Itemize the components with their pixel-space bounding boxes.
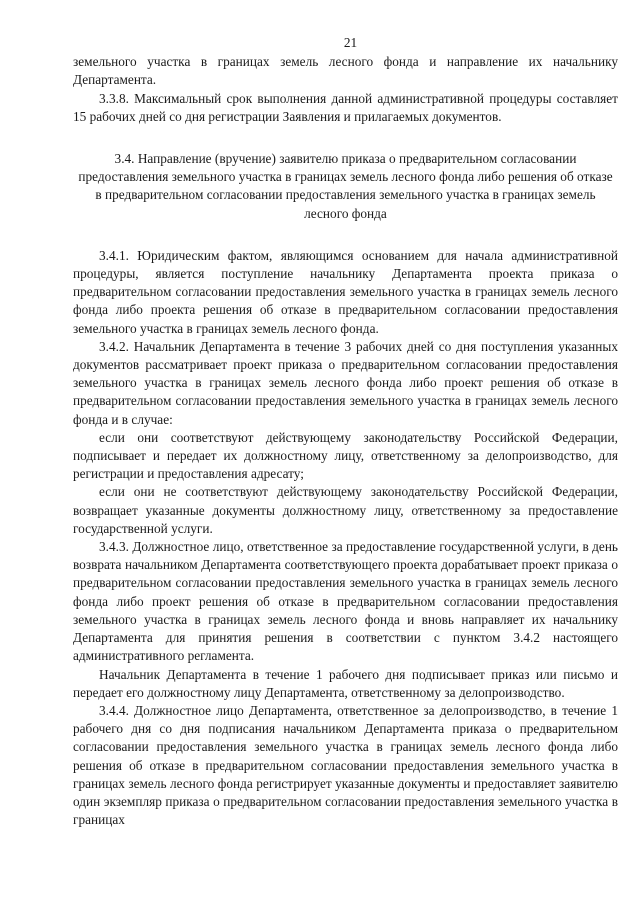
paragraph-head-signs: Начальник Департамента в течение 1 рабочего дня подписывает приказ или письмо и передает его должностному лицу Департамента, ответственному за делопроизводство. [73, 666, 618, 700]
paragraph-3-4-3: 3.4.3. Должностное лицо, ответственное за предоставление государственной услуги, в день возврата начальником Департамента соответствующего проекта дорабатывает проект приказа о предварительном согласовании предоставления земельного участка в границах земель лесного фонда либо проект решения об отказе в предварительном согласовании предоставления земельного участка в границах земель лесного фонда и вновь направляет их начальнику Департамента для принятия решения в соответствии с пунктом 3.4.2 настоящего административного регламента. [73, 539, 618, 664]
paragraph-3-4-2: 3.4.2. Начальник Департамента в течение 3 рабочих дней со дня поступления указанных документов рассматривает проект приказа о предварительном согласовании предоставления земельного участка в границах земель лесного фонда либо проект решения об отказе в предварительном согласовании предоставления земельного участка в границах земель лесного фонда и в случае: [73, 338, 618, 427]
section-heading-3-4: 3.4. Направление (вручение) заявителю приказа о предварительном согласовании предоставления земельного участка в границах земель лесного фонда либо решения об отказе в предварительном согласовании предоставления земельного участка в границах земель лесного фонда [78, 151, 613, 221]
list-item-compliant: если они соответствуют действующему законодательству Российской Федерации, подписывает и передает их должностному лицу, ответственному за делопроизводство, для регистрации и предоставления адресату; [73, 429, 618, 482]
paragraph-3-3-8: 3.3.8. Максимальный срок выполнения данной административной процедуры составляет 15 рабочих дней со дня регистрации Заявления и прилагаемых документов. [73, 90, 618, 124]
paragraph-3-4-1: 3.4.1. Юридическим фактом, являющимся основанием для начала административной процедуры, является поступление начальнику Департамента проекта приказа о предварительном согласовании предоставления земельного участка в границах земель лесного фонда либо проекта решения об отказе в предварительном согласовании предоставления земельного участка в границах земель лесного фонда. [73, 247, 618, 336]
paragraph-3-4-4: 3.4.4. Должностное лицо Департамента, ответственное за делопроизводство, в течение 1 рабочего дня со дня подписания начальником Департамента приказа о предварительном согласовании предоставления земельного участка в границах земель лесного фонда либо решения об отказе в предварительном согласовании предоставления земельного участка в границах земель лесного фонда регистрирует указанные документы и предоставляет заявителю один экземпляр приказа о предварительном согласовании предоставления земельного участка в границах [73, 702, 618, 828]
list-item-noncompliant: если они не соответствуют действующему законодательству Российской Федерации, возвращает указанные документы должностному лицу, ответственному за предоставление государственной услуги. [73, 484, 618, 536]
paragraph-continuation: земельного участка в границах земель лесного фонда и направление их начальнику Департамента. [73, 54, 618, 88]
page-number: 21 [343, 35, 358, 50]
